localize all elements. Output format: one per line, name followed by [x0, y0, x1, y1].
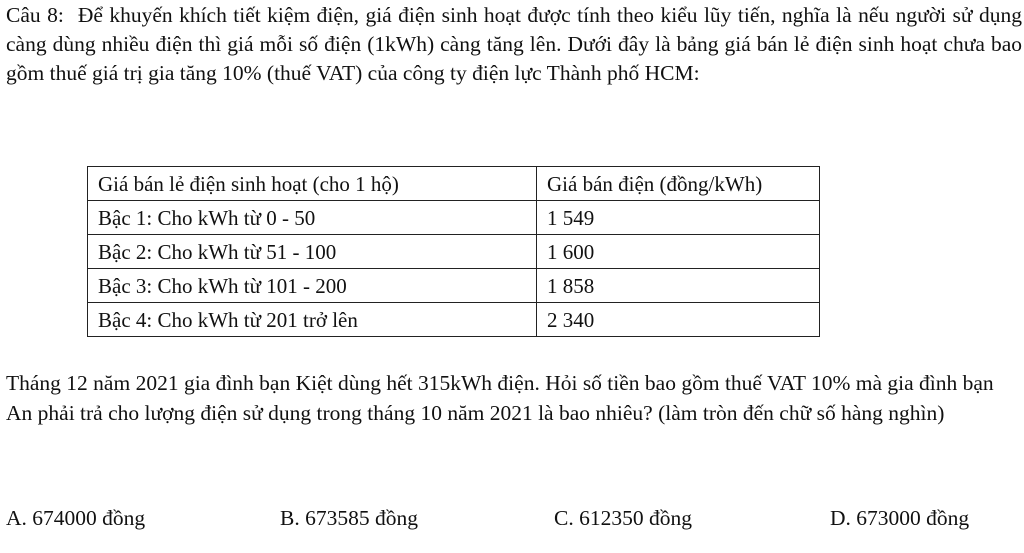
table-header-cell: Giá bán lẻ điện sinh hoạt (cho 1 hộ) [88, 167, 537, 201]
answer-option-c: C. 612350 đồng [554, 506, 692, 530]
table-cell-price: 1 600 [537, 235, 820, 269]
table-header-cell: Giá bán điện (đồng/kWh) [537, 167, 820, 201]
table-cell-tier: Bậc 3: Cho kWh từ 101 - 200 [88, 269, 537, 303]
table-cell-price: 2 340 [537, 303, 820, 337]
question-label: Câu 8: [6, 3, 64, 27]
question-paragraph [6, 1, 1022, 88]
table-cell-price: 1 549 [537, 201, 820, 235]
table-cell-tier: Bậc 2: Cho kWh từ 51 - 100 [88, 235, 537, 269]
table-row [88, 201, 820, 235]
table-row [88, 303, 820, 337]
answer-option-a: A. 674000 đồng [6, 506, 146, 530]
table-row [88, 269, 820, 303]
answer-option-b: B. 673585 đồng [280, 506, 418, 530]
table-cell-price: 1 858 [537, 269, 820, 303]
table-header-row [88, 167, 820, 201]
question-followup: Tháng 12 năm 2021 gia đình bạn Kiệt dùng hết 315kWh điện. Hỏi số tiền bao gồm thuế VAT 10% mà gia đình bạn An phải trả cho lượng điện sử dụng trong tháng 10 năm 2021 là bao nhiêu? (làm tròn đến chữ số hàng nghìn) [6, 371, 994, 425]
answer-option-d: D. 673000 đồng [830, 506, 970, 530]
question-text: Để khuyến khích tiết kiệm điện, giá điện sinh hoạt được tính theo kiểu lũy tiến, nghĩa là nếu người sử dụng càng dùng nhiều điện thì giá mỗi số điện (1kWh) càng tăng lên. Dưới đây là bảng giá bán lẻ điện sinh hoạt chưa bao gồm thuế giá trị gia tăng 10% (thuế VAT) của công ty điện lực Thành phố HCM: [6, 3, 1022, 85]
table-cell-tier: Bậc 1: Cho kWh từ 0 - 50 [88, 201, 537, 235]
table-row [88, 235, 820, 269]
price-table [87, 166, 820, 337]
table-cell-tier: Bậc 4: Cho kWh từ 201 trở lên [88, 303, 537, 337]
